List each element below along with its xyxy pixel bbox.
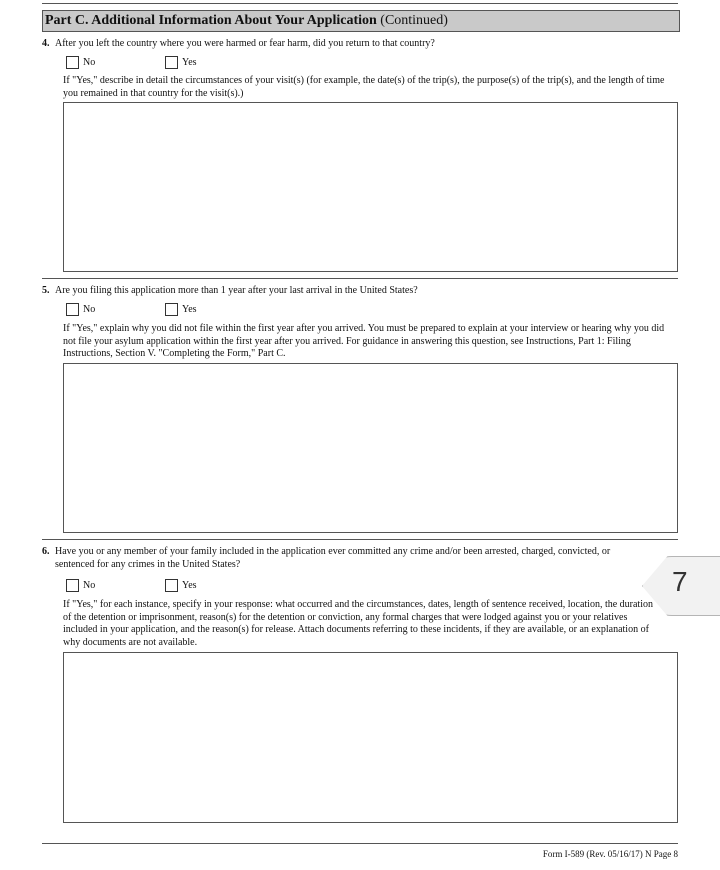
option-label: Yes: [182, 57, 197, 68]
divider-rule: [42, 278, 678, 279]
q4-yes-option[interactable]: [165, 56, 197, 69]
q5-no-checkbox[interactable]: [66, 303, 79, 316]
q6-yes-option[interactable]: [165, 579, 197, 592]
q4-instruction: If "Yes," describe in detail the circumstances of your visit(s) (for example, the date(s) of the trip(s), the purpose(s) of the trip(s), and the length of time you remained in that country for the visit(s).): [63, 75, 665, 99]
option-label: Yes: [182, 304, 197, 315]
q5-yes-checkbox[interactable]: [165, 303, 178, 316]
option-label: No: [83, 57, 96, 68]
q6-instruction: If "Yes," for each instance, specify in your response: what occurred and the circumstances, dates, length of sentence received, location, the duration of the detention or imprisonment, reason(s) for the detention or conviction, any formal charges that were lodged against you or your relatives included in your application, and the reason(s) for release. Attach documents referring to these incidents, if they are available, or an explanation of why documents are not available.: [63, 599, 653, 648]
question-text: Are you filing this application more than 1 year after your last arrival in the United States?: [55, 285, 418, 296]
section-suffix: (Continued): [380, 13, 448, 28]
q5-response-field[interactable]: [64, 364, 677, 532]
q4-response-box[interactable]: [63, 102, 678, 272]
q5-no-option[interactable]: [66, 303, 95, 316]
top-rule: [42, 3, 678, 4]
q5-yes-option[interactable]: [165, 303, 197, 316]
option-label: Yes: [182, 580, 197, 591]
q6-response-box[interactable]: [63, 652, 678, 823]
q4-yes-checkbox[interactable]: [165, 56, 178, 69]
q6-response-field[interactable]: [64, 653, 677, 822]
bottom-rule: [42, 843, 678, 844]
section-title: Part C. Additional Information About Your Application: [45, 13, 377, 28]
q4-response-field[interactable]: [64, 103, 677, 271]
question-number: 6.: [42, 546, 50, 557]
q6-no-option[interactable]: [66, 579, 95, 592]
q6-yes-checkbox[interactable]: [165, 579, 178, 592]
form-footer: Form I-589 (Rev. 05/16/17) N Page 8: [542, 849, 678, 859]
q5-response-box[interactable]: [63, 363, 678, 533]
q5-instruction: If "Yes," explain why you did not file within the first year after you arrived. You must be prepared to explain at your interview or hearing why you did not file your asylum application within the first year after you arrived. For guidance in answering this question, see Instructions, Part 1: Filing Instructions, Section V. "Completing the Form," Part C.: [63, 323, 665, 359]
section-header: [42, 10, 680, 32]
q4-no-option[interactable]: [66, 56, 95, 69]
question-number: 5.: [42, 285, 50, 296]
question-text: After you left the country where you were harmed or fear harm, did you return to that country?: [55, 38, 435, 49]
q4-no-checkbox[interactable]: [66, 56, 79, 69]
question-text: Have you or any member of your family included in the application ever committed any crime and/or been arrested, charged, convicted, or sentenced for any crimes in the United States?: [55, 546, 611, 570]
q6-no-checkbox[interactable]: [66, 579, 79, 592]
question-number: 4.: [42, 38, 50, 49]
option-label: No: [83, 580, 96, 591]
page-tab-number[interactable]: 7: [672, 566, 688, 597]
divider-rule: [42, 539, 678, 540]
option-label: No: [83, 304, 96, 315]
